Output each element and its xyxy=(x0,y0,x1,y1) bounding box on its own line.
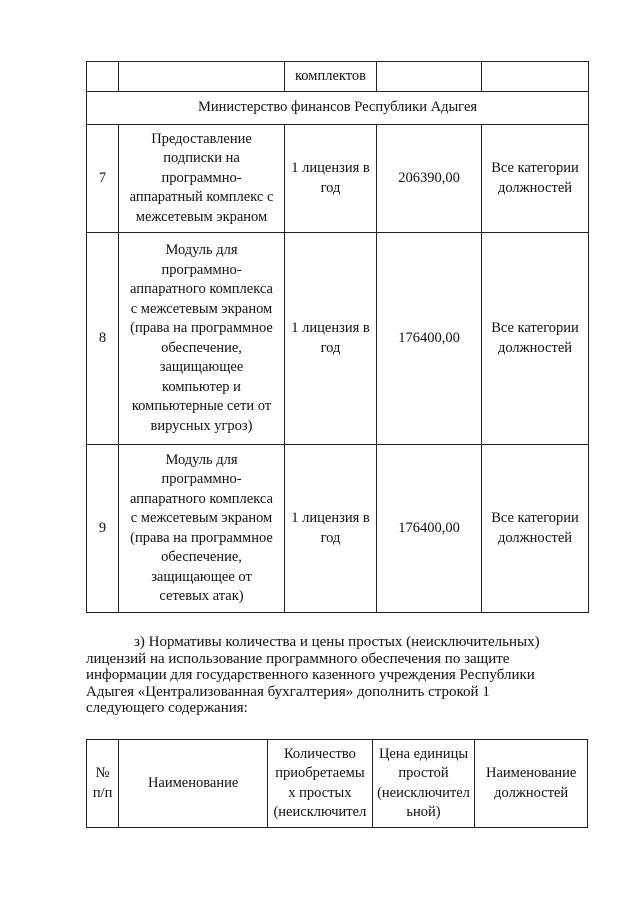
text-line: программно- xyxy=(161,471,242,487)
item-name xyxy=(119,125,285,233)
text-line: 1 лицензия в xyxy=(291,320,370,336)
header-row xyxy=(87,740,588,828)
item-price: 206390,00 xyxy=(377,125,482,233)
paragraph-line: Адыгея «Централизованная бухгалтерия» дополнить строкой 1 xyxy=(86,683,490,700)
table-row xyxy=(87,233,589,445)
paragraph-line: информации для государственного казенного учреждения Республики xyxy=(86,667,535,683)
text-line: (права на программное xyxy=(130,320,273,336)
text-line: с межсетевым экраном xyxy=(130,300,273,317)
item-price: 176400,00 xyxy=(377,445,482,613)
text-line: простой xyxy=(398,765,449,781)
text-line: приобретаемы xyxy=(275,765,365,781)
text-line: аппаратный комплекс с xyxy=(129,189,274,206)
item-positions xyxy=(482,233,589,445)
row-number: 7 xyxy=(87,125,119,233)
table-row xyxy=(87,445,589,613)
text-line: год xyxy=(320,339,341,356)
text-line: компьютер и xyxy=(162,378,241,395)
text-line: год xyxy=(320,529,341,546)
cell-price xyxy=(377,62,482,92)
text-line: компьютерные сети от xyxy=(131,398,272,414)
text-line: обеспечение, xyxy=(161,339,242,356)
header-num xyxy=(87,740,119,828)
text-line: программно- xyxy=(161,261,242,278)
text-line: Все категории xyxy=(491,510,579,526)
text-line: Все категории xyxy=(491,160,579,176)
cell-num xyxy=(87,62,119,92)
row-number: 9 xyxy=(87,445,119,613)
text-line: Наименование xyxy=(485,765,577,781)
text-line: Предоставление xyxy=(151,130,252,147)
text-line: аппаратного комплекса xyxy=(130,490,273,507)
item-quantity xyxy=(285,445,377,613)
text-line: (неисключител xyxy=(377,784,470,801)
cell-qty: комплектов xyxy=(285,62,377,92)
text-line: должностей xyxy=(497,529,573,546)
text-line: Модуль для xyxy=(165,451,238,468)
table-row-continuation xyxy=(87,62,589,92)
text-line: должностей xyxy=(497,179,573,196)
text-line: подписки на xyxy=(163,150,240,167)
text-line: х простых xyxy=(288,784,352,801)
text-line: п/п xyxy=(92,784,113,801)
licenses-table xyxy=(86,61,589,613)
text-line: (неисключител xyxy=(273,804,367,820)
text-line: 1 лицензия в xyxy=(291,510,370,526)
item-name xyxy=(119,445,285,613)
text-line: межсетевым экраном xyxy=(135,208,268,225)
text-line: Модуль для xyxy=(165,242,238,258)
text-line: сетевых атак) xyxy=(159,588,244,604)
text-line: защищающее xyxy=(159,359,244,375)
text-line: обеспечение, xyxy=(161,549,242,565)
row-number: 8 xyxy=(87,233,119,445)
ministry-heading: Министерство финансов Республики Адыгея xyxy=(87,92,589,125)
header-quantity xyxy=(268,740,373,828)
text-line: должностей xyxy=(497,339,573,356)
text-line: 1 лицензия в xyxy=(291,160,370,176)
header-positions xyxy=(475,740,588,828)
table-row xyxy=(87,125,589,233)
text-line: вирусных угроз) xyxy=(150,417,253,434)
item-name xyxy=(119,233,285,445)
text-line: год xyxy=(320,179,341,196)
paragraph-line: следующего содержания: xyxy=(86,700,248,716)
ministry-heading-row xyxy=(87,92,589,125)
text-line: программно- xyxy=(161,169,242,186)
item-positions xyxy=(482,125,589,233)
cell-name xyxy=(119,62,285,92)
text-line: должностей xyxy=(494,784,569,801)
cell-positions xyxy=(482,62,589,92)
text-line: аппаратного комплекса xyxy=(130,281,273,297)
text-line: (права на программное xyxy=(130,529,273,546)
text-line: защищающее от xyxy=(151,568,252,585)
text-line: № xyxy=(95,765,110,781)
item-price: 176400,00 xyxy=(377,233,482,445)
paragraph-line: з) Нормативы количества и цены простых (неисключительных) xyxy=(134,634,540,650)
text-line: Цена единицы xyxy=(378,745,469,762)
new-licenses-table xyxy=(86,739,588,828)
header-price xyxy=(372,740,475,828)
text-line: ьной) xyxy=(406,804,441,820)
item-quantity xyxy=(285,233,377,445)
header-name: Наименование xyxy=(119,740,268,828)
item-positions xyxy=(482,445,589,613)
amendment-paragraph xyxy=(86,634,580,717)
paragraph-line: лицензий на использование программного обеспечения по защите xyxy=(86,650,510,667)
text-line: с межсетевым экраном xyxy=(130,510,273,526)
item-quantity xyxy=(285,125,377,233)
text-line: Все категории xyxy=(491,320,579,336)
text-line: Количество xyxy=(283,745,356,762)
